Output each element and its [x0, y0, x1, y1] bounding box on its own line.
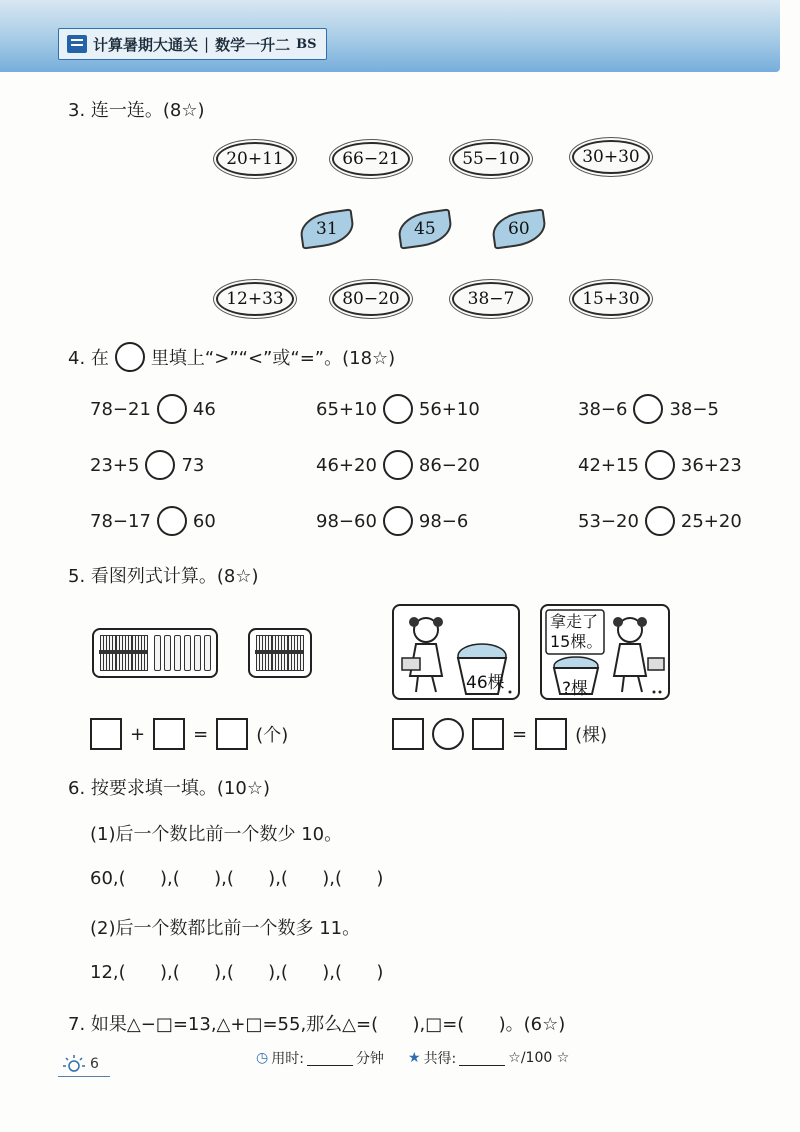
q4-left: 38−6 [578, 398, 628, 420]
scene-girl-took [540, 604, 670, 700]
q4-item [90, 506, 216, 536]
q4-item [578, 394, 719, 424]
operator-circle[interactable] [432, 718, 464, 750]
time-blank[interactable] [307, 1051, 353, 1066]
q6-part2-sequence[interactable]: 12,( ),( ),( ),( ),( ) [90, 962, 384, 983]
compare-circle[interactable] [645, 450, 675, 480]
q6-part1-sequence[interactable]: 60,( ),( ),( ),( ),( ) [90, 868, 384, 889]
scene-girl-basket [392, 604, 520, 700]
q4-item [316, 450, 480, 480]
equals-sign: = [512, 723, 528, 745]
compare-circle[interactable] [383, 450, 413, 480]
q4-item [578, 450, 742, 480]
answer-box[interactable] [153, 718, 185, 750]
stick-bundle-icon [116, 635, 132, 671]
single-stick-icon [184, 635, 191, 671]
single-stick-icon [204, 635, 211, 671]
q4-right: 46 [192, 398, 216, 420]
score [408, 1048, 569, 1068]
time-unit: 分钟 [355, 1051, 384, 1067]
speech-bubble-text: 拿走了15棵。 [550, 612, 603, 651]
compare-circle[interactable] [157, 394, 187, 424]
equals-sign: = [193, 723, 209, 745]
answer-box[interactable] [392, 718, 424, 750]
unit-label: (棵) [575, 725, 608, 746]
unit-label: (个) [256, 725, 289, 746]
score-label: 共得: [423, 1051, 457, 1067]
q3-top-expr-2[interactable]: 66−21 [332, 142, 410, 176]
header-divider: | [204, 35, 210, 53]
header-banner [0, 0, 780, 72]
q4-right: 86−20 [418, 454, 480, 476]
q4-item [316, 506, 468, 536]
q5-left-equation [90, 718, 288, 750]
q5-right-equation [392, 718, 607, 750]
answer-box[interactable] [90, 718, 122, 750]
leaf-value: 60 [508, 219, 530, 240]
q3-leaf-1[interactable] [298, 208, 356, 249]
compare-circle[interactable] [383, 506, 413, 536]
stick-bundle-icon [132, 635, 148, 671]
q3-bottom-expr-4[interactable]: 15+30 [572, 282, 650, 316]
single-stick-icon [154, 635, 161, 671]
time-spent [256, 1048, 384, 1068]
q3-bottom-expr-3[interactable]: 38−7 [452, 282, 530, 316]
page-number-underline [58, 1076, 110, 1077]
q4-item [578, 506, 742, 536]
q4-left: 42+15 [578, 454, 639, 476]
leaf-value: 31 [316, 219, 338, 240]
footer [0, 1046, 800, 1132]
q4-left: 98−60 [316, 510, 377, 532]
q4-title-post: 里填上“>”“<”或“=”。(18☆) [150, 348, 396, 369]
q4-left: 78−17 [90, 510, 151, 532]
page-number: 6 [90, 1056, 99, 1072]
q4-right: 56+10 [418, 398, 480, 420]
q3-title: 3. 连一连。(8☆) [68, 100, 205, 121]
compare-circle[interactable] [383, 394, 413, 424]
circle-icon [115, 342, 145, 372]
q3-bottom-expr-2[interactable]: 80−20 [332, 282, 410, 316]
q3-leaf-2[interactable] [396, 208, 454, 249]
q4-left: 65+10 [316, 398, 377, 420]
star-icon: ★ [408, 1050, 421, 1066]
q3-bottom-expr-1[interactable]: 12+33 [216, 282, 294, 316]
sticks-frame-right [248, 628, 312, 678]
plus-sign: + [130, 723, 146, 745]
q4-right: 73 [181, 454, 205, 476]
single-stick-icon [174, 635, 181, 671]
score-suffix: ☆/100 ☆ [508, 1050, 570, 1066]
score-blank[interactable] [459, 1051, 505, 1066]
leaf-value: 45 [414, 219, 436, 240]
compare-circle[interactable] [145, 450, 175, 480]
answer-box[interactable] [216, 718, 248, 750]
q3-top-expr-3[interactable]: 55−10 [452, 142, 530, 176]
time-label: 用时: [271, 1051, 304, 1067]
q4-right: 25+20 [680, 510, 742, 532]
q4-left: 53−20 [578, 510, 639, 532]
q3-leaf-3[interactable] [490, 208, 548, 249]
q6-part2-instruction: (2)后一个数都比前一个数多 11。 [90, 918, 361, 939]
q3-top-expr-4[interactable]: 30+30 [572, 140, 650, 174]
q4-item [90, 394, 216, 424]
series-title: 计算暑期大通关 [93, 35, 199, 54]
clock-icon: ◷ [256, 1050, 269, 1066]
q4-item [316, 394, 480, 424]
q4-title [68, 342, 395, 372]
book-icon [67, 35, 87, 53]
header-title-tab [58, 28, 327, 60]
compare-circle[interactable] [633, 394, 663, 424]
single-stick-icon [164, 635, 171, 671]
q4-right: 60 [192, 510, 216, 532]
single-stick-icon [194, 635, 201, 671]
q6-part1-instruction: (1)后一个数比前一个数少 10。 [90, 824, 343, 845]
stick-bundle-icon [100, 635, 116, 671]
q4-title-pre: 4. 在 [68, 348, 109, 369]
q4-right: 36+23 [680, 454, 742, 476]
unknown-count-label: ?棵 [562, 679, 589, 699]
compare-circle[interactable] [157, 506, 187, 536]
q3-top-expr-1[interactable]: 20+11 [216, 142, 294, 176]
q4-item [90, 450, 204, 480]
edition-label: BS [296, 36, 317, 52]
compare-circle[interactable] [645, 506, 675, 536]
sticks-frame-left [92, 628, 218, 678]
q4-left: 46+20 [316, 454, 377, 476]
q5-title: 5. 看图列式计算。(8☆) [68, 566, 259, 587]
subject-title: 数学一升二 [215, 35, 291, 54]
sun-icon [58, 1054, 88, 1076]
answer-box[interactable] [472, 718, 504, 750]
basket-count-label: 46棵 [466, 673, 505, 693]
stick-bundle-icon [256, 635, 272, 671]
stick-bundle-icon [288, 635, 304, 671]
stick-bundle-icon [272, 635, 288, 671]
q4-right: 98−6 [418, 510, 469, 532]
answer-box[interactable] [535, 718, 567, 750]
q4-left: 23+5 [90, 454, 140, 476]
q4-right: 38−5 [669, 398, 719, 420]
q4-left: 78−21 [90, 398, 151, 420]
q7-text[interactable]: 7. 如果△−□=13,△+□=55,那么△=( ),□=( )。(6☆) [68, 1014, 566, 1035]
q6-title: 6. 按要求填一填。(10☆) [68, 778, 270, 799]
